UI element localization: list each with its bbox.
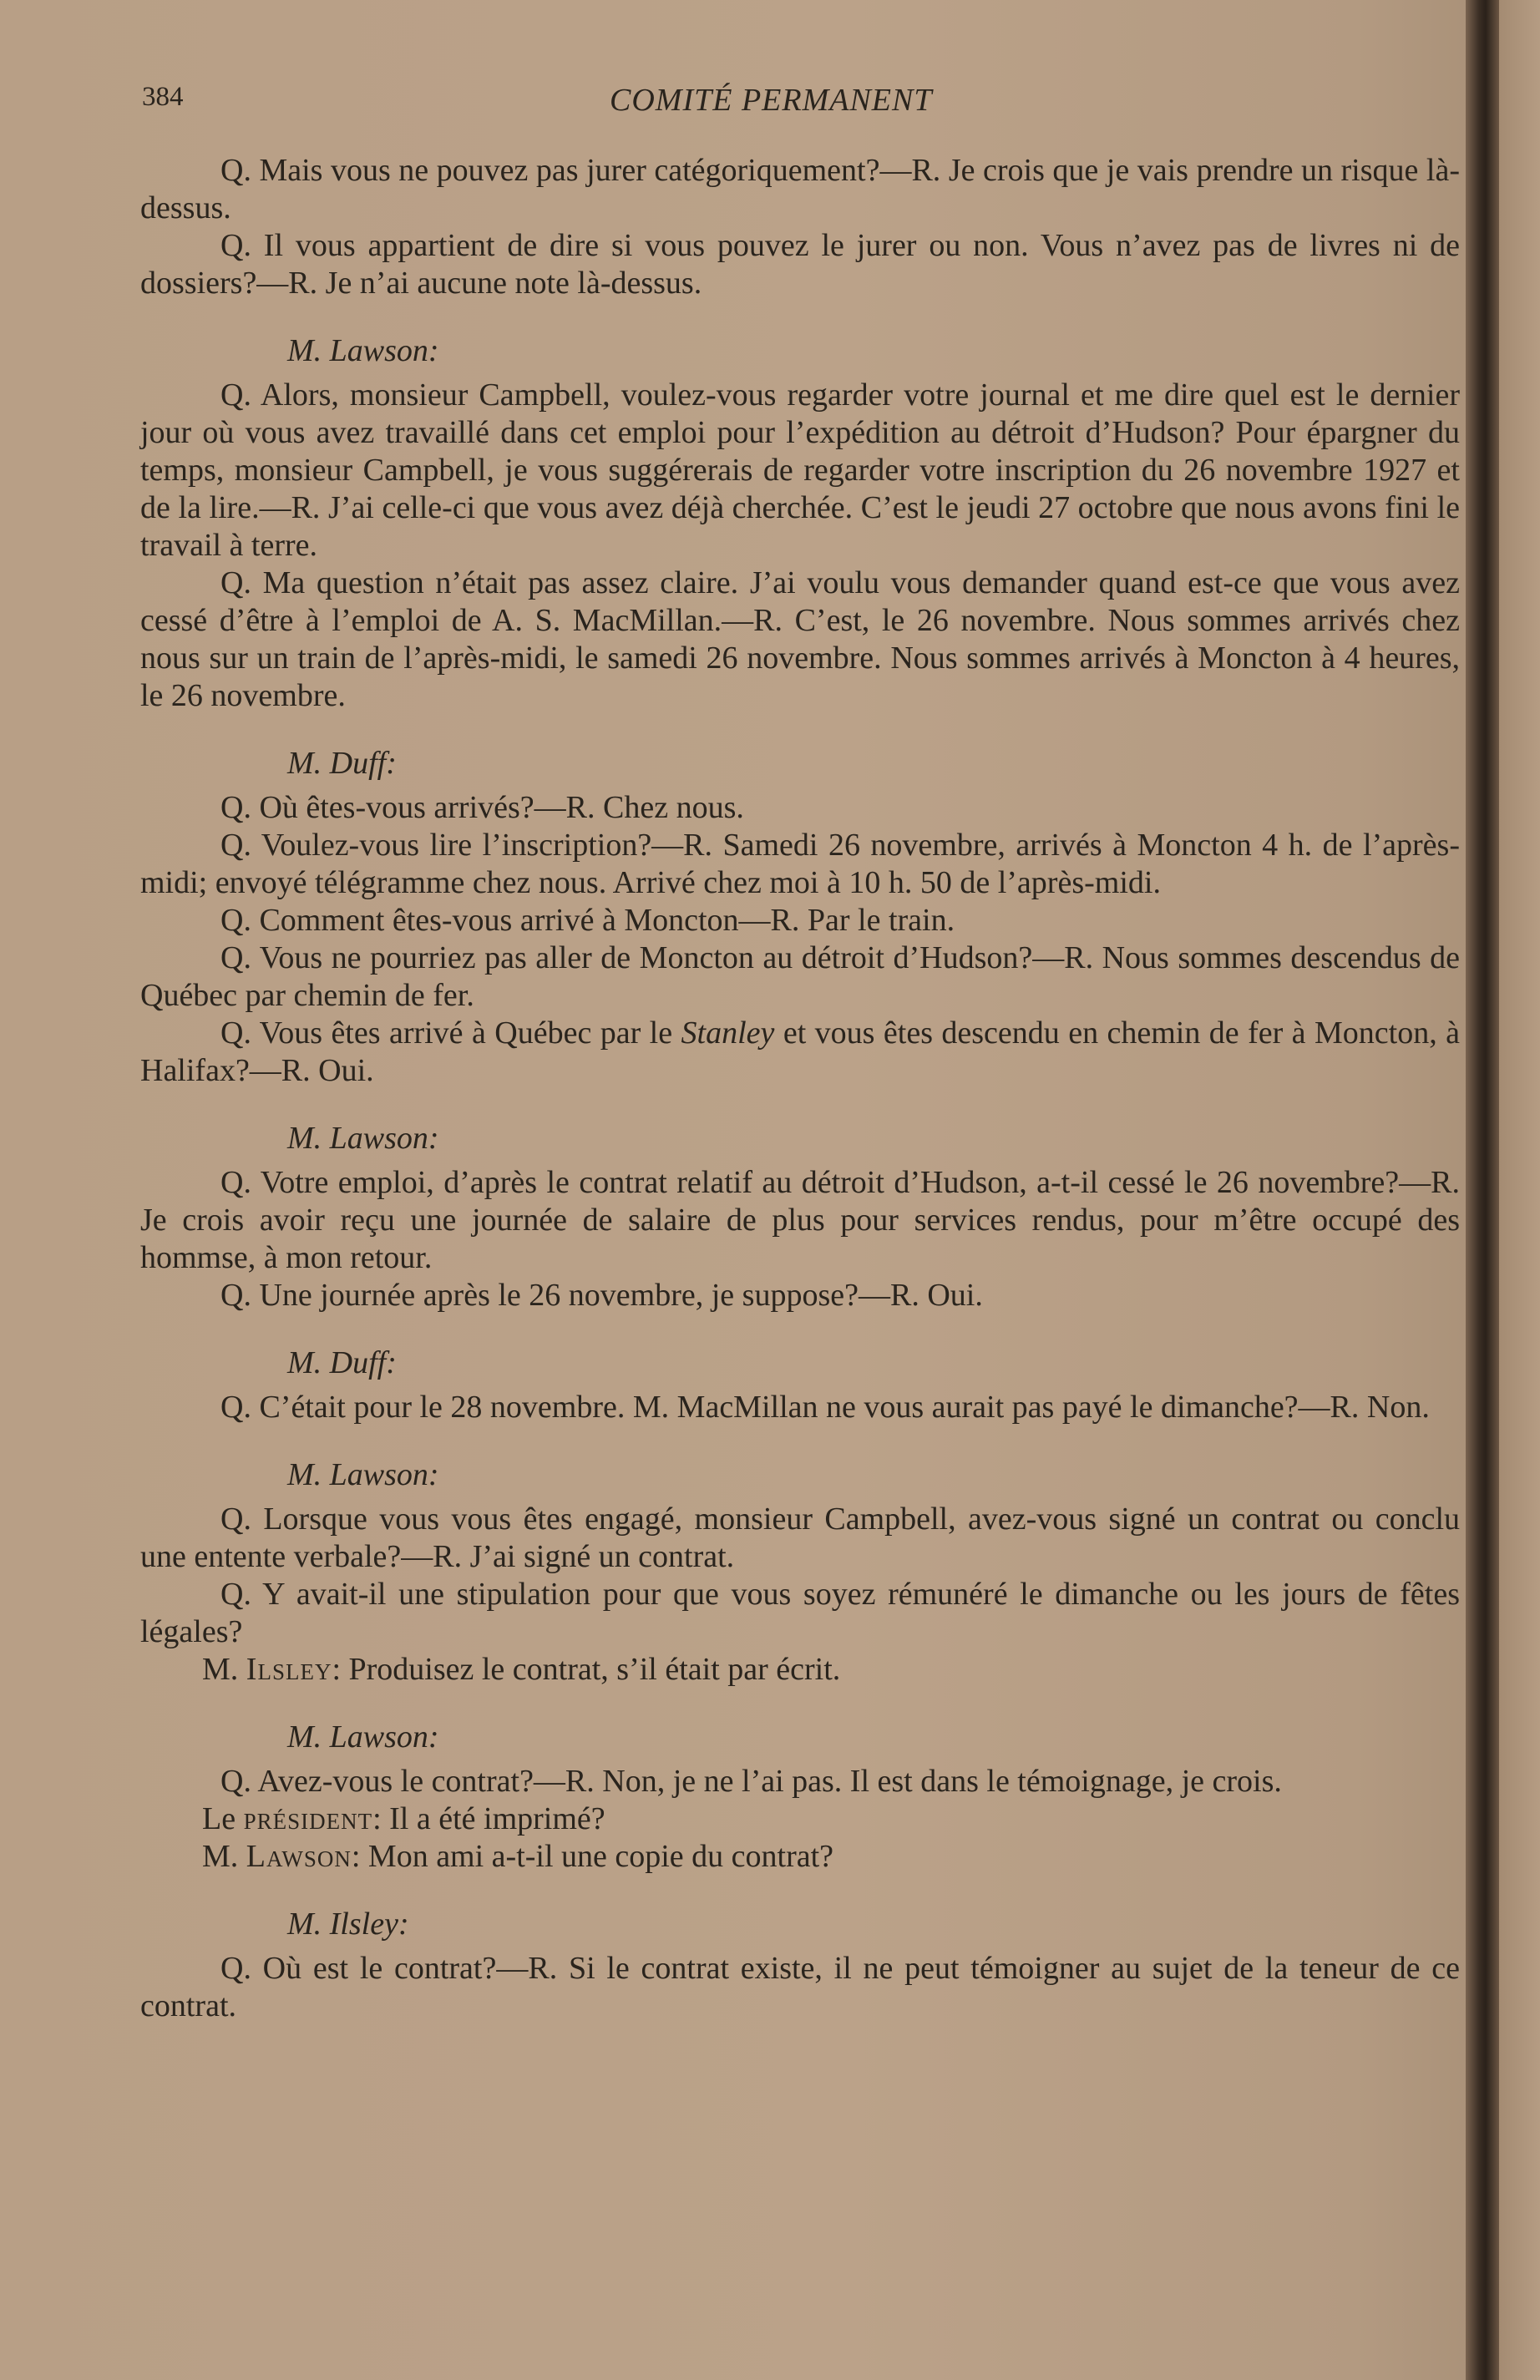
running-title: COMITÉ PERMANENT [610,83,933,118]
transcript-paragraph: Q. Vous ne pourriez pas aller de Moncton au détroit d’Hudson?—R. Nous sommes descendus de Québec par chemin de fer. [140,940,1460,1013]
speaker-heading: M. Ilsley: [287,1907,409,1942]
transcript-paragraph: Q. Votre emploi, d’après le contrat relatif au détroit d’Hudson, a-t-il cessé le 26 novembre?—R. Je crois avoir reçu une journée de salaire de plus pour services rendus, pour m’être occupé des hommse, à mon retour. [140,1165,1460,1275]
dialog-text: : Mon ami a-t-il une copie du contrat? [351,1839,834,1874]
speaker-prefix: M. [202,1652,246,1687]
transcript-body [140,152,1460,2025]
transcript-paragraph [140,1015,1460,1090]
paragraph-text: Q. Vous êtes arrivé à Québec par le [220,1015,681,1051]
transcript-paragraph: Q. Y avait-il une stipulation pour que vous soyez rémunéré le dimanche ou les jours de fêtes légales? [140,1577,1460,1649]
speaker-name: Lawson [246,1839,352,1874]
transcript-paragraph: Q. Une journée après le 26 novembre, je suppose?—R. Oui. [220,1278,983,1313]
transcript-paragraph: Q. C’était pour le 28 novembre. M. MacMillan ne vous aurait pas payé le dimanche?—R. Non. [220,1390,1430,1425]
speaker-heading: M. Duff: [287,746,397,781]
transcript-paragraph: Q. Mais vous ne pouvez pas jurer catégoriquement?—R. Je crois que je vais prendre un risque là-dessus. [140,153,1460,225]
dialog-line [140,1838,1460,1876]
transcript-paragraph: Q. Il vous appartient de dire si vous pouvez le jurer ou non. Vous n’avez pas de livres ni de dossiers?—R. Je n’ai aucune note là-dessus. [140,228,1460,301]
speaker-name: Ilsley [246,1652,332,1687]
book-spine-shadow [1466,0,1499,2380]
transcript-paragraph: Q. Où est le contrat?—R. Si le contrat existe, il ne peut témoigner au sujet de la teneur de ce contrat. [140,1951,1460,2023]
speaker-heading: M. Lawson: [287,1121,439,1156]
speaker-prefix: M. [202,1839,246,1874]
dialog-line [140,1800,1460,1838]
page-number: 384 [142,82,184,112]
dialog-text: : Il a été imprimé? [372,1801,605,1836]
speaker-heading: M. Duff: [287,1345,397,1380]
transcript-paragraph: Q. Avez-vous le contrat?—R. Non, je ne l’ai pas. Il est dans le témoignage, je crois. [220,1764,1282,1799]
dialog-text: : Produisez le contrat, s’il était par écrit. [332,1652,841,1687]
transcript-paragraph: Q. Ma question n’était pas assez claire. J’ai voulu vous demander quand est-ce que vous avez cessé d’être à l’emploi de A. S. MacMillan.—R. C’est, le 26 novembre. Nous sommes arrivés chez nous sur un train de l’après-midi, le samedi 26 novembre. Nous sommes arrivés à Moncton à 4 heures, le 26 novembre. [140,565,1460,713]
transcript-paragraph: Q. Comment êtes-vous arrivé à Moncton—R. Par le train. [220,903,955,938]
speaker-heading: M. Lawson: [287,333,439,368]
page-header [142,82,1470,132]
speaker-name: président [243,1801,373,1836]
transcript-paragraph: Q. Où êtes-vous arrivés?—R. Chez nous. [220,790,744,825]
transcript-paragraph: Q. Voulez-vous lire l’inscription?—R. Samedi 26 novembre, arrivés à Moncton 4 h. de l’après-midi; envoyé télégramme chez nous. Arrivé chez moi à 10 h. 50 de l’après-midi. [140,828,1460,900]
speaker-heading: M. Lawson: [287,1457,439,1492]
speaker-heading: M. Lawson: [287,1719,439,1755]
dialog-line [140,1651,1460,1689]
speaker-prefix: Le [202,1801,244,1836]
paragraph-text: et vous êtes descendu en chemin de fer à Moncton, à Halifax?—R. Oui. [140,1015,1460,1088]
ship-name: Stanley [681,1015,775,1051]
transcript-paragraph: Q. Lorsque vous vous êtes engagé, monsieur Campbell, avez-vous signé un contrat ou conclu une entente verbale?—R. J’ai signé un contrat. [140,1501,1460,1574]
transcript-paragraph: Q. Alors, monsieur Campbell, voulez-vous regarder votre journal et me dire quel est le dernier jour où vous avez travaillé dans cet emploi pour l’expédition au détroit d’Hudson? Pour épargner du temps, monsieur Campbell, je vous suggérerais de regarder votre inscription du 26 novembre 1927 et de la lire.—R. J’ai celle-ci que vous avez déjà cherchée. C’est le jeudi 27 octobre que nous avons fini le travail à terre. [140,377,1460,563]
adjacent-page-edge [1499,0,1540,2380]
